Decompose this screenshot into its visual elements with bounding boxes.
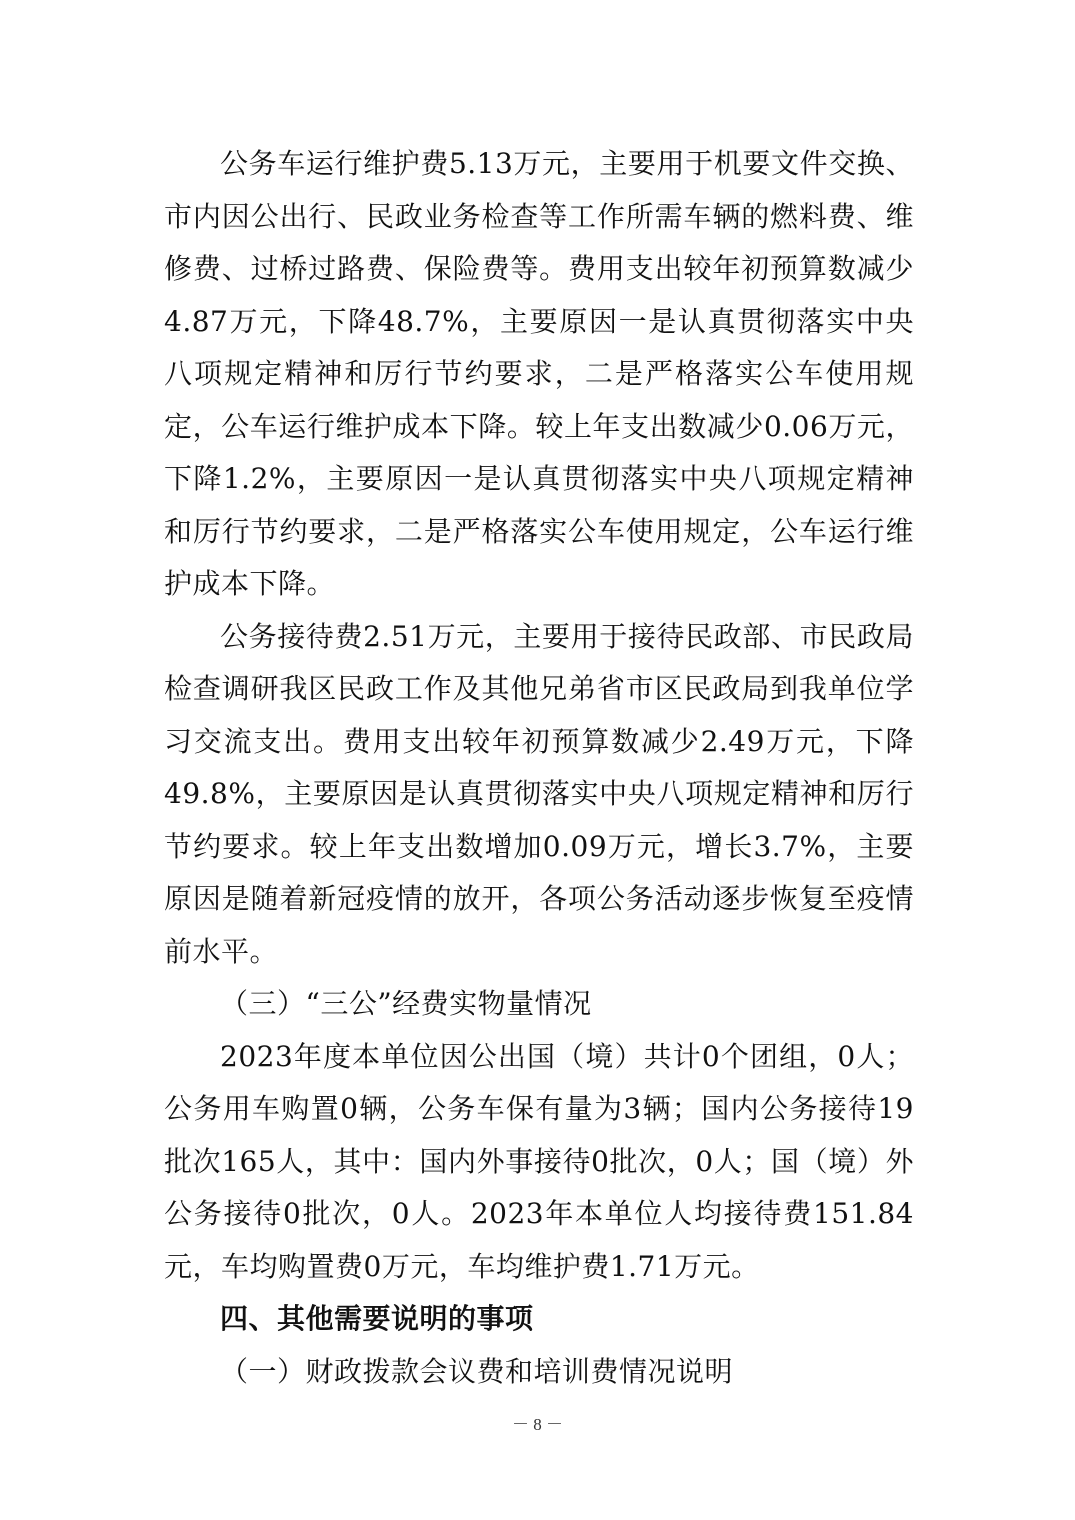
section-heading-other-matters: 四、其他需要说明的事项: [220, 1302, 534, 1335]
paragraph-vehicle-maintenance: 公务车运行维护费5.13万元，主要用于机要文件交换、市内因公出行、民政业务检查等工作所需车辆的燃料费、维修费、过桥过路费、保险费等。费用支出较年初预算数减少4.87万元，下降48.7%，主要原因一是认真贯彻落实中央八项规定精神和厉行节约要求，二是严格落实公车使用规定，公车运行维护成本下降。较上年支出数减少0.06万元，下降1.2%，主要原因一是认真贯彻落实中央八项规定精神和厉行节约要求，二是严格落实公车使用规定，公车运行维护成本下降。: [164, 147, 914, 600]
page-number: － 8 －: [512, 1415, 563, 1434]
heading-meeting-training-fees: （一）财政拨款会议费和培训费情况说明: [220, 1354, 734, 1388]
paragraph-reception-expenses: 公务接待费2.51万元，主要用于接待民政部、市民政局检查调研我区民政工作及其他兄弟省市区民政局到我单位学习交流支出。费用支出较年初预算数减少2.49万元，下降49.8%，主要原因是认真贯彻落实中央八项规定精神和厉行节约要求。较上年支出数增加0.09万元，增长3.7%，主要原因是随着新冠疫情的放开，各项公务活动逐步恢复至疫情前水平。: [164, 619, 914, 968]
document-body: [164, 138, 914, 1398]
heading-three-public-quantities: （三）“三公”经费实物量情况: [220, 987, 592, 1020]
paragraph-quantity-details: 2023年度本单位因公出国（境）共计0个团组，0人；公务用车购置0辆，公务车保有量为3辆；国内公务接待19批次165人，其中：国内外事接待0批次，0人；国（境）外公务接待0批次，0人。2023年本单位人均接待费151.84元，车均购置费0万元，车均维护费1.71万元。: [164, 1039, 914, 1283]
